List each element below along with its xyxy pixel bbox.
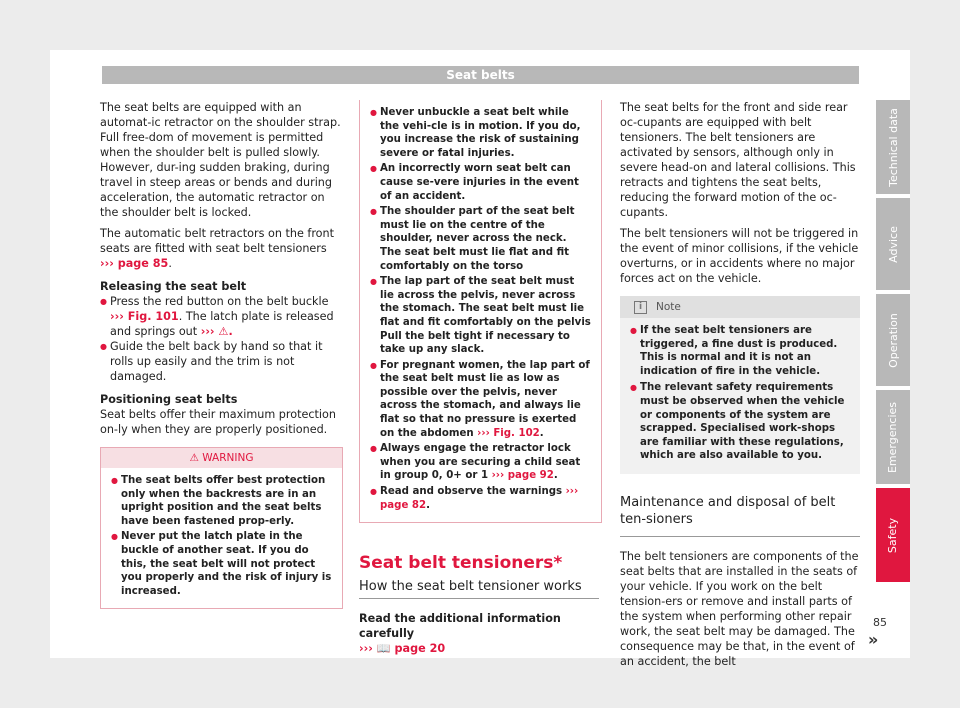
subheading-positioning: Positioning seat belts xyxy=(100,393,238,406)
page-header: Seat belts xyxy=(102,66,859,84)
warning-item: ● The seat belts offer best protection only when the backrests are in an upright position and the seat belts have been fastened prop-erly. xyxy=(111,474,332,528)
column-1 xyxy=(100,100,343,609)
section-title: Seat belt tensioners* xyxy=(359,553,563,574)
book-link[interactable]: ››› 📖 page 20 xyxy=(359,642,446,656)
paragraph: Seat belts offer their maximum protection on-ly when they are properly positioned. xyxy=(100,408,336,436)
warning-item: ● Never unbuckle a seat belt while the vehi-cle is in motion. If you do, you increase the risk of sustaining severe or fatal injuries. xyxy=(370,106,591,160)
warning-item: ● Always engage the retractor lock when you are securing a child seat in group 0, 0+ or 1 ››› page 92. xyxy=(370,442,591,483)
warning-item: ● An incorrectly worn seat belt can cause se-vere injuries in the event of an accident. xyxy=(370,162,591,203)
read-info: Read the additional information carefully ››› 📖 page 20 xyxy=(359,612,561,656)
tab-safety[interactable]: Safety xyxy=(876,488,910,582)
column-3 xyxy=(620,100,860,675)
page-link[interactable]: ››› page 82 xyxy=(380,486,579,511)
page-link[interactable]: ››› page 92 xyxy=(491,470,554,482)
paragraph: The belt tensioners will not be triggered in the event of minor collisions, if the vehicle overturns, or in accidents where no major forces act on the vehicle. xyxy=(620,227,859,285)
paragraph: The seat belts are equipped with an automat-ic retractor on the shoulder strap. Full free-dom of movement is permitted when the shoulder belt is pulled slowly. However, dur-ing sudden braking, during travel in steep areas or bends and during acceleration, the automatic retractor on the shoulder belt is locked. xyxy=(100,101,341,219)
note-header: i Note xyxy=(620,296,860,318)
tab-advice[interactable]: Advice xyxy=(876,198,910,290)
warning-box xyxy=(100,447,343,609)
tab-emergencies[interactable]: Emergencies xyxy=(876,390,910,484)
subsection-title: How the seat belt tensioner works xyxy=(359,579,582,595)
divider xyxy=(620,536,860,537)
continue-arrow-icon: » xyxy=(868,630,879,649)
note-item: ● The relevant safety requirements must be observed when the vehicle or components of the system are scrapped. Specialised work-shops are familiar with these regulations, which are also available to you. xyxy=(630,381,850,463)
maintenance-heading: Maintenance and disposal of belt ten-sioners xyxy=(620,494,836,527)
info-icon: i xyxy=(634,301,647,314)
warning-item: ● Never put the latch plate in the buckle of another seat. If you do this, the seat belt will not protect you properly and the risk of injury is increased. xyxy=(111,530,332,598)
note-box xyxy=(620,296,860,474)
paragraph: The seat belts for the front and side rear oc-cupants are equipped with belt tensioners. The belt tensioners are activated by sensors, although only in severe head-on and lateral collisions. This retracts and tightens the seat belts, reducing the forward motion of the oc-cupants. xyxy=(620,101,856,219)
warning-item: ● Read and observe the warnings ››› page 82. xyxy=(370,485,591,512)
list-item: ● Guide the belt back by hand so that it rolls up easily and the trim is not damaged. xyxy=(100,339,343,384)
warning-box-continued xyxy=(359,100,602,523)
paragraph: The automatic belt retractors on the front seats are fitted with seat belt tensioners ››› page 85. xyxy=(100,227,334,270)
warning-item: ● The lap part of the seat belt must lie across the pelvis, never across the stomach. The seat belt must lie flat and fit comfortably on the pelvis Pull the belt tight if necessary to take up any slack. xyxy=(370,275,591,357)
paragraph: The belt tensioners are components of the seat belts that are installed in the seats of your vehicle. If you work on the belt tension-ers or remove and install parts of the system when performing other repair work, the seat belt may be damaged. The consequence may be that, in the event of an accident, the belt xyxy=(620,549,859,668)
page-number: 85 xyxy=(873,616,887,629)
manual-page xyxy=(50,50,910,668)
warning-item: ● For pregnant women, the lap part of the seat belt must lie as low as possible over the pelvis, never across the stomach, and always lie flat so that no pressure is exerted on the abdomen ››› Fig. 102. xyxy=(370,359,591,441)
page-link[interactable]: ››› page 85 xyxy=(100,257,169,270)
note-item: ● If the seat belt tensioners are triggered, a fine dust is produced. This is normal and it is not an indication of fire in the vehicle. xyxy=(630,324,850,378)
figure-link[interactable]: ››› Fig. 101 xyxy=(110,310,179,323)
subheading-releasing: Releasing the seat belt xyxy=(100,280,247,293)
divider xyxy=(359,598,599,599)
tab-operation[interactable]: Operation xyxy=(876,294,910,386)
warning-item: ● The shoulder part of the seat belt must lie on the centre of the shoulder, never across the neck. The seat belt must lie flat and fit comfortably on the torso xyxy=(370,205,591,273)
list-item: ● Press the red button on the belt buckle ››› Fig. 101. The latch plate is released and springs out ››› ⚠. xyxy=(100,294,343,339)
warning-header: ⚠ WARNING xyxy=(101,448,342,468)
figure-link[interactable]: ››› Fig. 102 xyxy=(477,427,540,439)
column-2 xyxy=(359,100,602,656)
warning-link[interactable]: ››› ⚠. xyxy=(200,325,233,338)
tab-technical-data[interactable]: Technical data xyxy=(876,100,910,194)
